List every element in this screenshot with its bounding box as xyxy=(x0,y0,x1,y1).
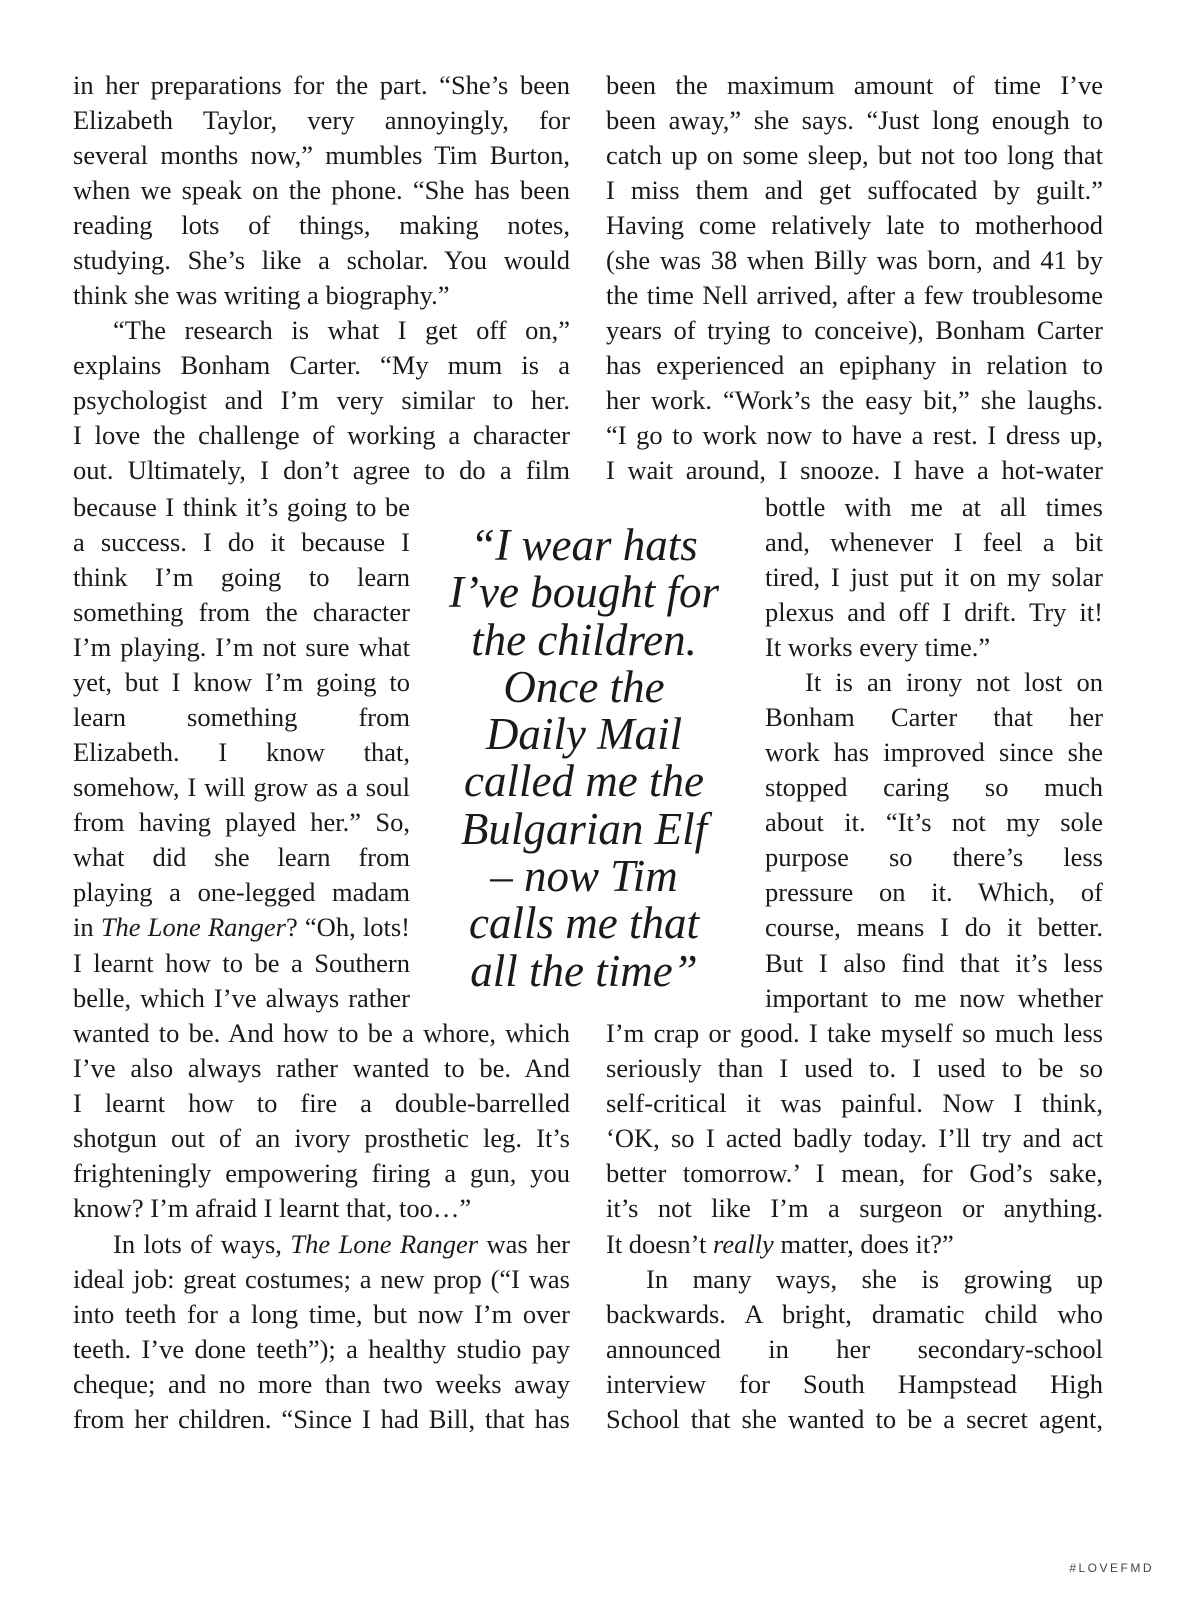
body-text-line: been the maximum amount of time I’ve xyxy=(606,70,1103,100)
body-text-line: reading lots of things, making notes, xyxy=(73,210,570,240)
body-text-line: pressure on it. Which, of xyxy=(765,877,1103,907)
body-text-line: ‘OK, so I acted badly today. I’ll try and act xyxy=(606,1123,1103,1153)
body-text-line: the time Nell arrived, after a few troublesome xyxy=(606,280,1103,310)
body-text-line: I learnt how to be a Southern xyxy=(73,948,410,978)
body-text-line: course, means I do it better. xyxy=(765,912,1103,942)
body-text-line: bottle with me at all times xyxy=(765,492,1103,522)
body-text-line: It works every time.” xyxy=(765,632,991,662)
body-text-line: Elizabeth Taylor, very annoyingly, for xyxy=(73,105,570,135)
body-text-line: what did she learn from xyxy=(73,842,410,872)
body-text-line: (she was 38 when Billy was born, and 41 by xyxy=(606,245,1103,275)
body-text-line: a success. I do it because I xyxy=(73,527,410,557)
body-text-line: It is an irony not lost on xyxy=(805,667,1103,697)
body-text-line: important to me now whether xyxy=(765,983,1103,1013)
body-text-line: and, whenever I feel a bit xyxy=(765,527,1103,557)
body-text-line xyxy=(73,1227,570,1262)
body-text-line: I’m playing. I’m not sure what xyxy=(73,632,410,662)
body-text-line: has experienced an epiphany in relation to xyxy=(606,350,1103,380)
film-title: The Lone Ranger xyxy=(290,1229,479,1259)
body-text-line: her work. “Work’s the easy bit,” she laughs. xyxy=(606,385,1103,415)
body-text-line: studying. She’s like a scholar. You would xyxy=(73,245,570,275)
body-text-line: announced in her secondary-school xyxy=(606,1334,1103,1364)
body-text-line: been away,” she says. “Just long enough to xyxy=(606,105,1103,135)
body-text-line: know? I’m afraid I learnt that, too…” xyxy=(73,1193,472,1223)
body-text-line: I’m crap or good. I take myself so much less xyxy=(606,1018,1103,1048)
body-text-line: I love the challenge of working a character xyxy=(73,420,570,450)
body-text-segment: in xyxy=(73,912,101,942)
body-text-line: frighteningly empowering firing a gun, you xyxy=(73,1158,570,1188)
body-text-line: work has improved since she xyxy=(765,737,1103,767)
body-text-line: backwards. A bright, dramatic child who xyxy=(606,1299,1103,1329)
body-text-line: think I’m going to learn xyxy=(73,562,410,592)
body-text-segment: was her xyxy=(478,1229,570,1259)
body-text-line: out. Ultimately, I don’t agree to do a film xyxy=(73,455,570,485)
body-text-line: I’ve also always rather wanted to be. And xyxy=(73,1053,570,1083)
pull-quote-line: Bulgarian Elf xyxy=(460,803,708,854)
body-text-line: School that she wanted to be a secret agent, xyxy=(606,1404,1103,1434)
body-text-line: I learnt how to fire a double-barrelled xyxy=(73,1088,570,1118)
pull-quote-line: Once the xyxy=(503,661,665,712)
body-text-line: cheque; and no more than two weeks away xyxy=(73,1369,570,1399)
pull-quote-line: “I wear hats xyxy=(470,520,698,570)
body-text-line: “The research is what I get off on,” xyxy=(113,315,570,345)
pull-quote-line: the children. xyxy=(471,614,697,665)
body-text-line: from having played her.” So, xyxy=(73,807,410,837)
emphasis-text: really xyxy=(712,1229,774,1259)
body-text-line: psychologist and I’m very similar to her. xyxy=(73,385,570,415)
body-text-line: Elizabeth. I know that, xyxy=(73,737,410,767)
body-text-line: ideal job: great costumes; a new prop (“I was xyxy=(73,1264,570,1294)
body-text-line: when we speak on the phone. “She has been xyxy=(73,175,570,205)
body-text-line: tired, I just put it on my solar xyxy=(765,562,1103,592)
watermark: #LOVEFMD xyxy=(1069,1561,1154,1575)
body-text-line: into teeth for a long time, but now I’m over xyxy=(73,1299,570,1329)
body-text-line: it’s not like I’m a surgeon or anything. xyxy=(606,1193,1103,1223)
body-text-line: from her children. “Since I had Bill, that has xyxy=(73,1404,570,1434)
body-text-line: Bonham Carter that her xyxy=(765,702,1103,732)
pull-quote xyxy=(424,522,744,995)
body-text-line: playing a one-legged madam xyxy=(73,877,410,907)
pull-quote-line: – now Tim xyxy=(490,851,678,902)
body-text-line: yet, but I know I’m going to xyxy=(73,667,410,697)
body-text-line: learn something from xyxy=(73,702,410,732)
body-text-line: something from the character xyxy=(73,597,410,627)
body-text-line: several months now,” mumbles Tim Burton, xyxy=(73,140,570,170)
body-text-line: plexus and off I drift. Try it! xyxy=(765,597,1103,627)
pull-quote-line: I’ve bought for xyxy=(449,567,719,618)
body-text-line: about it. “It’s not my sole xyxy=(765,807,1103,837)
body-text-line: Having come relatively late to motherhood xyxy=(606,210,1103,240)
body-text-line: But I also find that it’s less xyxy=(765,948,1103,978)
body-text-line: years of trying to conceive), Bonham Carter xyxy=(606,315,1103,345)
body-text-segment: matter, does it?” xyxy=(773,1229,954,1259)
body-text-line: belle, which I’ve always rather xyxy=(73,983,410,1013)
pull-quote-line: calls me that xyxy=(469,898,699,949)
body-text-line: in her preparations for the part. “She’s been xyxy=(73,70,570,100)
body-text-line: I wait around, I snooze. I have a hot-water xyxy=(606,455,1103,485)
body-text-line: seriously than I used to. I used to be so xyxy=(606,1053,1103,1083)
body-text-line: In many ways, she is growing up xyxy=(646,1264,1103,1294)
body-text-line: better tomorrow.’ I mean, for God’s sake, xyxy=(606,1158,1103,1188)
pull-quote-line: called me the xyxy=(464,756,704,807)
body-text-segment: ? “Oh, lots! xyxy=(285,912,410,942)
body-text-line: “I go to work now to have a rest. I dress up, xyxy=(606,420,1103,450)
film-title: The Lone Ranger xyxy=(100,912,286,942)
body-text-line: somehow, I will grow as a soul xyxy=(73,772,410,802)
body-text-line: think she was writing a biography.” xyxy=(73,280,450,310)
body-text-line: because I think it’s going to be xyxy=(73,492,410,522)
body-text-line: interview for South Hampstead High xyxy=(606,1369,1103,1399)
body-text-line: catch up on some sleep, but not too long that xyxy=(606,140,1103,170)
pull-quote-line: Daily Mail xyxy=(485,709,683,760)
body-text-line: I miss them and get suffocated by guilt.” xyxy=(606,175,1103,205)
pull-quote-line: all the time” xyxy=(470,945,698,996)
body-text-segment: In lots of ways, xyxy=(113,1229,291,1259)
body-text-line: explains Bonham Carter. “My mum is a xyxy=(73,350,570,380)
body-text-line: self-critical it was painful. Now I think, xyxy=(606,1088,1103,1118)
body-text-line: shotgun out of an ivory prosthetic leg. It’s xyxy=(73,1123,570,1153)
body-text-line: teeth. I’ve done teeth”); a healthy studio pay xyxy=(73,1334,570,1364)
body-text-line xyxy=(606,1227,1103,1262)
body-text-line xyxy=(73,910,410,945)
body-text-segment: It doesn’t xyxy=(606,1229,713,1259)
body-text-line: wanted to be. And how to be a whore, which xyxy=(73,1018,570,1048)
body-text-line: stopped caring so much xyxy=(765,772,1103,802)
body-text-line: purpose so there’s less xyxy=(765,842,1103,872)
